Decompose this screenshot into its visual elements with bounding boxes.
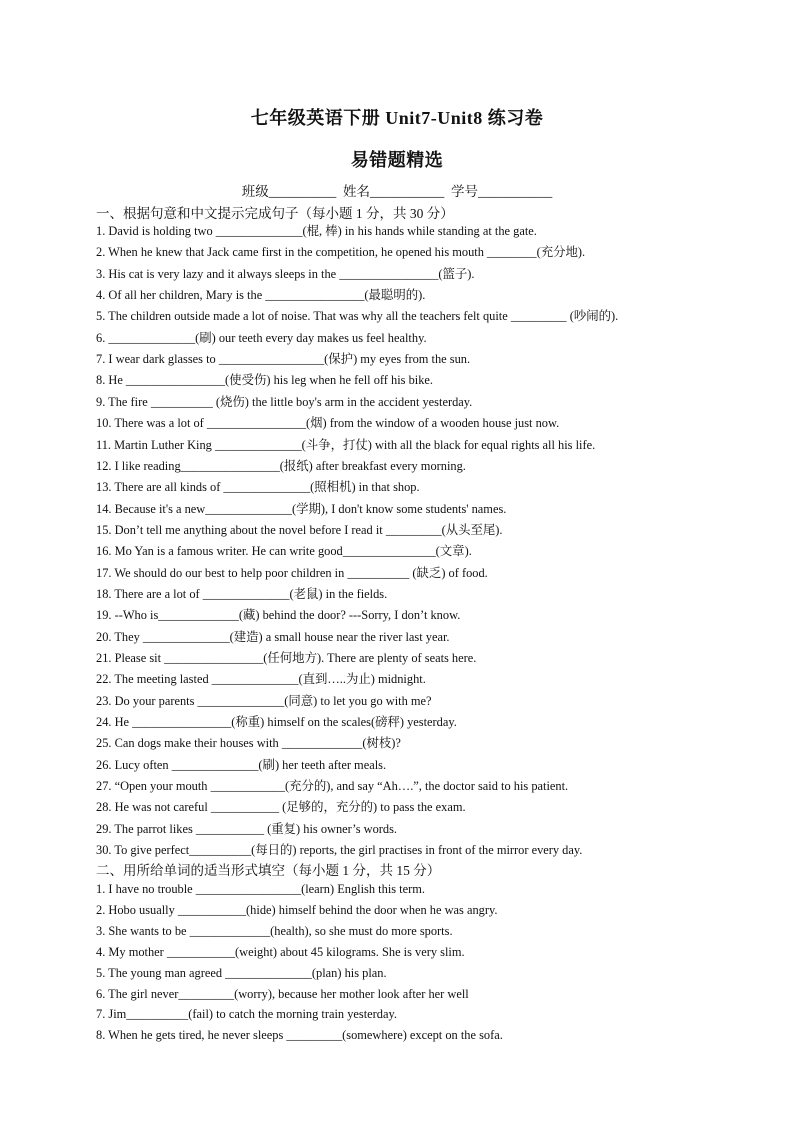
question-item: 5. The young man agreed ______________(plan) his plan. <box>96 965 387 980</box>
question-item: 28. He was not careful ___________ (足够的，充分的) to pass the exam. <box>96 800 466 815</box>
question-item: 27. “Open your mouth ____________(充分的), and say “Ah….”, the doctor said to his patient. <box>96 779 569 794</box>
question-item: 12. I like reading________________(报纸) after breakfast every morning. <box>96 458 466 473</box>
question-item: 30. To give perfect__________(每日的) reports, the girl practises in front of the mirror every day. <box>96 843 583 858</box>
question-item: 23. Do your parents ______________(同意) to let you go with me? <box>96 693 432 708</box>
name-label: 姓名 <box>343 184 370 199</box>
student-info-row <box>0 180 794 200</box>
class-label: 班级 <box>241 184 269 199</box>
student-id-blank: ___________ <box>478 184 553 199</box>
question-item: 29. The parrot likes ___________ (重复) his owner’s words. <box>96 821 398 836</box>
question-item: 13. There are all kinds of ______________(照相机) in that shop. <box>96 480 420 495</box>
question-item: 7. Jim__________(fail) to catch the morning train yesterday. <box>96 1007 397 1022</box>
name-blank: ___________ <box>370 184 445 199</box>
question-item: 19. --Who is_____________(藏) behind the door? ---Sorry, I don’t know. <box>96 608 461 623</box>
question-item: 7. I wear dark glasses to _________________(保护) my eyes from the sun. <box>96 352 471 367</box>
question-item: 25. Can dogs make their houses with _____________(树枝)? <box>96 736 401 751</box>
question-item: 14. Because it's a new______________(学期), I don't know some students' names. <box>96 501 507 516</box>
question-item: 1. David is holding two ______________(棍, 棒) in his hands while standing at the gate. <box>96 224 537 238</box>
class-blank: __________ <box>268 184 337 199</box>
question-item: 26. Lucy often ______________(刷) her teeth after meals. <box>96 757 387 772</box>
question-item: 15. Don’t tell me anything about the novel before I read it _________(从头至尾). <box>96 522 503 537</box>
question-item: 24. He ________________(称重) himself on the scales(磅秤) yesterday. <box>96 715 457 730</box>
question-item: 6. The girl never_________(worry), because her mother look after her well <box>96 986 469 1001</box>
worksheet-subtitle: 易错题精选 <box>350 150 444 170</box>
question-item: 22. The meeting lasted ______________(直到…..为止) midnight. <box>96 672 426 687</box>
question-item: 8. When he gets tired, he never sleeps _________(somewhere) except on the sofa. <box>96 1028 503 1043</box>
worksheet-title: 七年级英语下册 Unit7-Unit8 练习卷 <box>250 108 544 128</box>
question-item: 6. ______________(刷) our teeth every day makes us feel healthy. <box>96 330 427 345</box>
section-1-heading: 一、根据句意和中文提示完成句子（每小题 1 分，共 30 分） <box>96 206 454 221</box>
question-item: 16. Mo Yan is a famous writer. He can write good_______________(文章). <box>96 544 472 559</box>
question-item: 4. Of all her children, Mary is the ________________(最聪明的). <box>96 288 426 303</box>
question-item: 5. The children outside made a lot of noise. That was why all the teachers felt quite _________ (吵闹的). <box>96 309 619 324</box>
section-2-heading: 二、用所给单词的适当形式填空（每小题 1 分，共 15 分） <box>96 863 441 878</box>
question-item: 17. We should do our best to help poor children in __________ (缺乏) of food. <box>96 565 488 580</box>
question-item: 8. He ________________(使受伤) his leg when he fell off his bike. <box>96 373 434 388</box>
question-item: 9. The fire __________ (烧伤) the little boy's arm in the accident yesterday. <box>96 394 473 409</box>
question-item: 20. They ______________(建造) a small house near the river last year. <box>96 629 450 644</box>
question-item: 3. His cat is very lazy and it always sleeps in the ________________(篮子). <box>96 266 475 281</box>
question-item: 2. Hobo usually ___________(hide) himself behind the door when he was angry. <box>96 902 498 917</box>
question-item: 1. I have no trouble _________________(learn) English this term. <box>96 882 425 896</box>
question-item: 10. There was a lot of ________________(烟) from the window of a wooden house just now. <box>96 416 560 431</box>
question-item: 11. Martin Luther King ______________(斗争，打仗) with all the black for equal rights all his life. <box>96 437 596 452</box>
question-item: 2. When he knew that Jack came first in the competition, he opened his mouth ________(充分地). <box>96 245 586 260</box>
question-item: 4. My mother ___________(weight) about 45 kilograms. She is very slim. <box>96 944 465 959</box>
question-item: 18. There are a lot of ______________(老鼠) in the fields. <box>96 586 388 601</box>
question-item: 21. Please sit ________________(任何地方). There are plenty of seats here. <box>96 651 477 665</box>
question-item: 3. She wants to be _____________(health), so she must do more sports. <box>96 923 453 938</box>
student-id-label: 学号 <box>451 184 478 199</box>
